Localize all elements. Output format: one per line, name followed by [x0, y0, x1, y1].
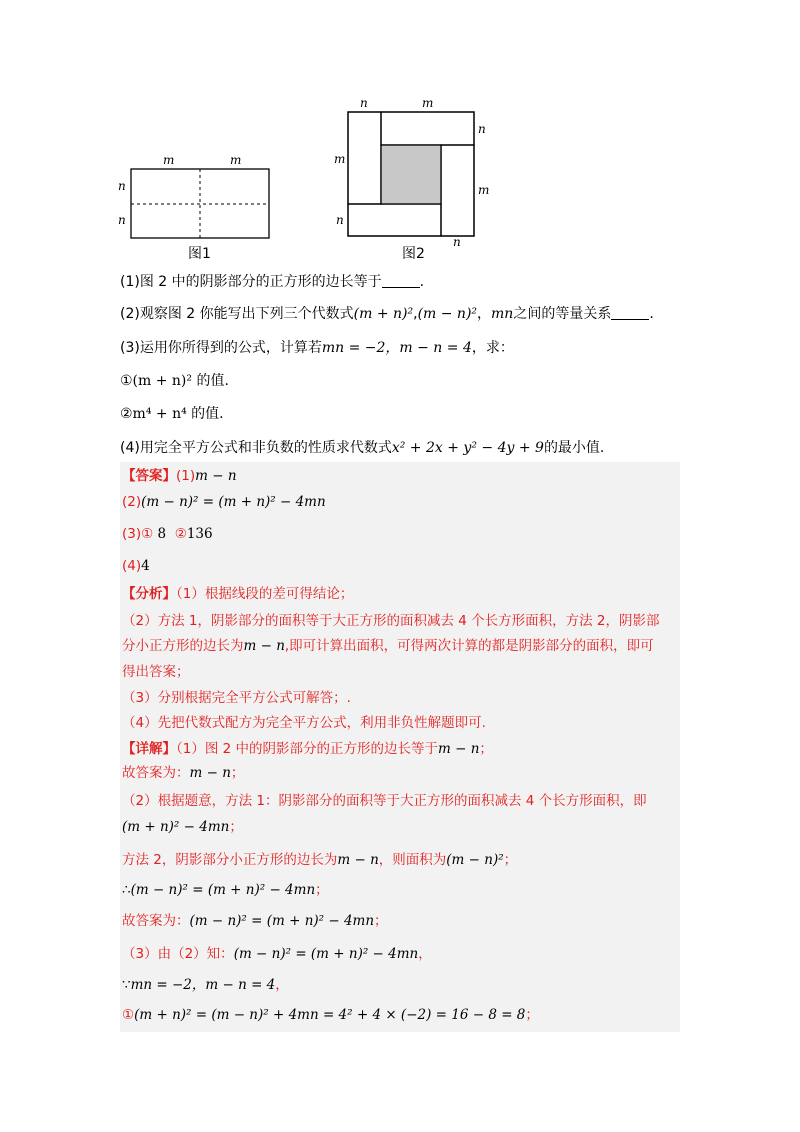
fig2-label-top-n: n [360, 96, 368, 110]
detail-7: 故答案为：(m − n)² = (m + n)² − 4mn； [122, 913, 388, 929]
detail-9: ∵mn = −2，m − n = 4， [122, 977, 289, 993]
shaded-square [381, 145, 441, 204]
analysis-3: （3）分别根据完全平方公式可解答；. [122, 690, 351, 706]
fig2-label-right-n: n [478, 122, 486, 136]
fig2-label-left-m: m [334, 152, 346, 166]
figure-2 [334, 96, 489, 262]
detail-6: ∴(m − n)² = (m + n)² − 4mn； [122, 882, 329, 898]
question-4: (4)用完全平方公式和非负数的性质求代数式x² + 2x + y² − 4y + 9的最小值. [120, 440, 605, 456]
detail-1: 【详解】（1）图 2 中的阴影部分的正方形的边长等于m − n； [122, 741, 493, 757]
analysis-2-line2: 分小正方形的边长为m − n,即可计算出面积，可得两次计算的都是阴影部分的面积，即可 [122, 638, 654, 654]
analysis-2-line3: 得出答案； [122, 664, 190, 680]
question-3-2: ②m⁴ + n⁴ 的值. [120, 406, 224, 422]
fig2-caption: 图2 [402, 246, 425, 262]
figure-1 [118, 153, 269, 262]
fig2-label-right-m: m [478, 183, 490, 197]
detail-3: （2）根据题意，方法 1：阴影部分的面积等于大正方形的面积减去 4 个长方形面积，即 [122, 793, 647, 809]
fig1-caption: 图1 [188, 246, 211, 262]
detail-4: (m + n)² − 4mn； [122, 819, 243, 835]
question-2: (2)观察图 2 你能写出下列三个代数式(m + n)²,(m − n)²，mn之间的等量关系 . [120, 306, 654, 322]
analysis-4: （4）先把代数式配方为完全平方公式，利用非负性解题即可. [122, 715, 486, 731]
fig2-label-left-n: n [336, 213, 344, 227]
answer-3: (3)① 8 ②136 [122, 526, 213, 542]
answer-4: (4)4 [122, 558, 150, 574]
analysis-2-line1: （2）方法 1，阴影部分的面积等于大正方形的面积减去 4 个长方形面积，方法 2，阴影部 [122, 613, 660, 629]
fig1-label-m-right: m [230, 153, 242, 167]
fig2-label-bottom-n: n [453, 235, 461, 249]
answer-blank-1 [382, 273, 420, 288]
fig2-label-top-m: m [422, 96, 434, 110]
figures [0, 0, 800, 270]
detail-5: 方法 2，阴影部分小正方形的边长为m − n，则面积为(m − n)²； [122, 852, 518, 868]
answer-blank-2 [611, 305, 649, 320]
question-3: (3)运用你所得到的公式，计算若mn = −2，m − n = 4，求： [120, 340, 514, 356]
analysis-1: 【分析】（1）根据线段的差可得结论； [122, 586, 354, 602]
detail-2: 故答案为：m − n； [122, 765, 245, 781]
question-3-1: ①(m + n)² 的值. [120, 373, 229, 389]
answer-1: 【答案】(1)m − n [122, 468, 237, 484]
answer-2: (2)(m − n)² = (m + n)² − 4mn [122, 494, 326, 510]
fig1-label-n-bottom: n [118, 213, 126, 227]
fig1-label-n-top: n [118, 179, 126, 193]
fig1-label-m-left: m [163, 153, 175, 167]
question-1: (1)图 2 中的阴影部分的正方形的边长等于 . [120, 274, 425, 290]
detail-10: ①(m + n)² = (m − n)² + 4mn = 4² + 4 × (−2) = 16 − 8 = 8； [122, 1007, 539, 1023]
detail-8: （3）由（2）知：(m − n)² = (m + n)² − 4mn， [122, 946, 432, 962]
